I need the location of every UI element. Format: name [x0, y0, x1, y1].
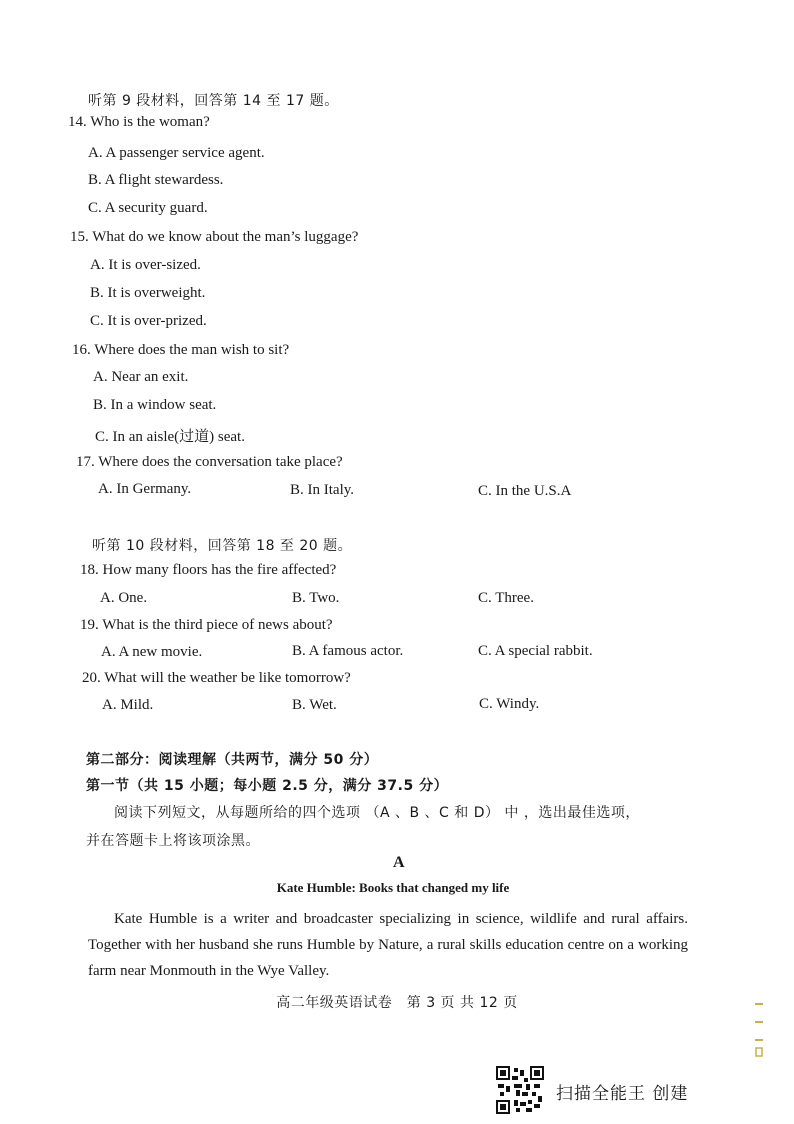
passage-letter: A — [393, 854, 405, 871]
q18-option-a: A. One. — [100, 590, 148, 606]
question-17: 17. Where does the conversation take place? — [76, 454, 343, 470]
q16-option-a: A. Near an exit. — [93, 369, 189, 385]
q14-option-b: B. A flight stewardess. — [88, 172, 224, 188]
q20-option-b: B. Wet. — [292, 697, 337, 713]
q19-option-b: B. A famous actor. — [292, 643, 404, 659]
question-16: 16. Where does the man wish to sit? — [72, 342, 290, 358]
q20-option-a: A. Mild. — [102, 697, 154, 713]
q19-option-a: A. A new movie. — [101, 644, 203, 660]
q16-option-b: B. In a window seat. — [93, 397, 217, 413]
q20-option-c: C. Windy. — [479, 696, 540, 712]
question-15: 15. What do we know about the man’s luggage? — [70, 229, 359, 245]
q16-option-c: C. In an aisle(过道) seat. — [95, 429, 245, 445]
instruction-line2: 并在答题卡上将该项涂黑。 — [86, 833, 260, 849]
q15-option-b: B. It is overweight. — [90, 285, 206, 301]
section-heading-listen10: 听第 10 段材料，回答第 18 至 20 题。 — [92, 538, 353, 554]
qr-code-icon — [496, 1066, 544, 1114]
question-20: 20. What will the weather be like tomorrow? — [82, 670, 351, 686]
q17-option-c: C. In the U.S.A — [478, 483, 572, 499]
q15-option-c: C. It is over-prized. — [90, 313, 207, 329]
part2-heading: 第二部分：阅读理解（共两节，满分 50 分） — [86, 752, 379, 768]
part2-section1-heading: 第一节（共 15 小题；每小题 2.5 分，满分 37.5 分） — [86, 778, 449, 794]
q15-option-a: A. It is over-sized. — [90, 257, 201, 273]
question-14: 14. Who is the woman? — [68, 114, 210, 130]
q18-option-c: C. Three. — [478, 590, 534, 606]
q17-option-a: A. In Germany. — [98, 481, 192, 497]
section-heading-listen9: 听第 9 段材料，回答第 14 至 17 题。 — [88, 93, 339, 109]
instruction-line1: 阅读下列短文，从每题所给的四个选项 （A 、B 、C 和 D） 中 ，选出最佳选项， — [114, 805, 640, 821]
q17-option-b: B. In Italy. — [290, 482, 355, 498]
q14-option-c: C. A security guard. — [88, 200, 208, 216]
margin-marks — [752, 1000, 766, 1060]
question-19: 19. What is the third piece of news about? — [80, 617, 333, 633]
page-footer: 高二年级英语试卷 第 3 页 共 12 页 — [276, 995, 518, 1011]
q14-option-a: A. A passenger service agent. — [88, 145, 265, 161]
passage-paragraph: Kate Humble is a writer and broadcaster specializing in science, wildlife and rural affairs. Together with her husband she runs Humble by Nature, a rural skills education centre on a working farm near Monmouth in the Wye Valley. — [88, 911, 688, 979]
scanner-watermark: 扫描全能王 创建 — [556, 1084, 689, 1104]
q18-option-b: B. Two. — [292, 590, 340, 606]
q19-option-c: C. A special rabbit. — [478, 643, 593, 659]
question-18: 18. How many floors has the fire affected? — [80, 562, 337, 578]
passage-title: Kate Humble: Books that changed my life — [276, 880, 510, 895]
